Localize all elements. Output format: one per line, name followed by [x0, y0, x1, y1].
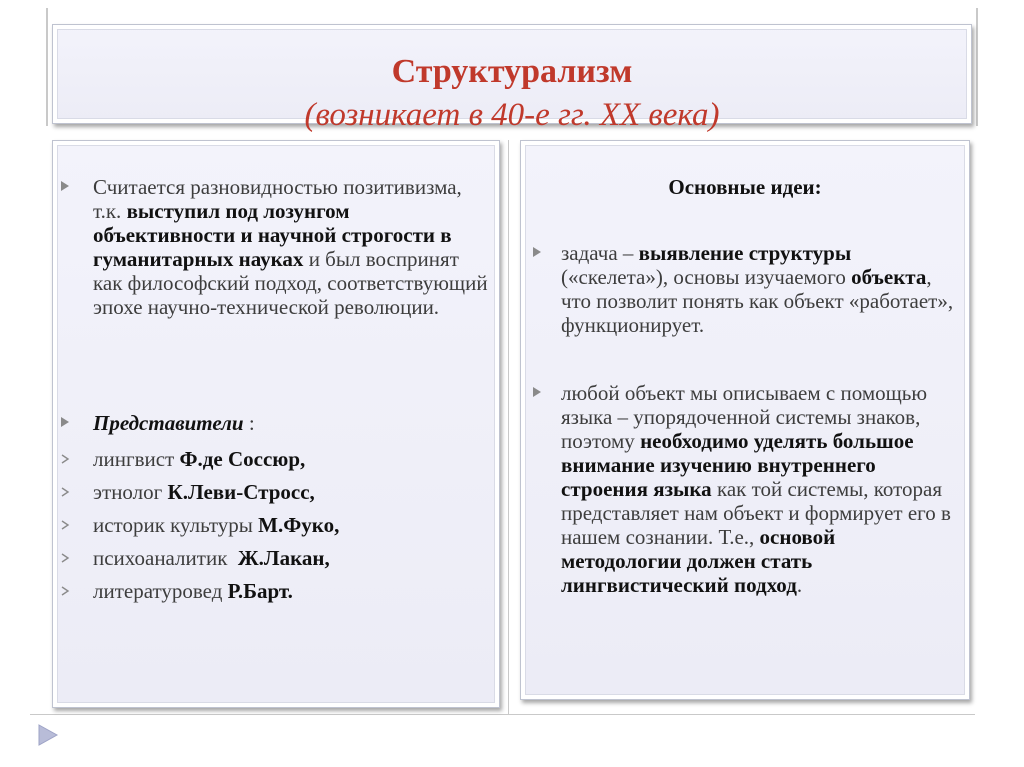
- representative-item: литературовед Р.Барт.: [93, 579, 293, 603]
- representative-item: психоаналитик Ж.Лакан,: [93, 546, 330, 570]
- play-triangle-icon: [37, 724, 59, 746]
- triangle-bullet-icon: [61, 181, 69, 191]
- frame-bottom-line: [30, 714, 975, 715]
- representative-item: этнолог К.Леви-Стросс,: [93, 480, 315, 504]
- chevron-bullet-icon: [61, 520, 70, 530]
- representative-item: лингвист Ф.де Соссюр,: [93, 447, 306, 471]
- left-panel: [52, 140, 500, 708]
- frame-right-line: [976, 8, 978, 126]
- chevron-bullet-icon: [61, 487, 70, 497]
- chevron-bullet-icon: [61, 586, 70, 596]
- chevron-bullet-icon: [61, 553, 70, 563]
- slide-title: Структурализм: [391, 53, 633, 90]
- representative-item: историк культуры М.Фуко,: [93, 513, 340, 537]
- chevron-bullet-icon: [61, 454, 70, 464]
- definition-paragraph: Считается разновидностью позитивизма, т.к. выступил под лозунгом объективности и научной строгости в гуманитарных науках и был воспринят как философский подход, соответствующий эпохе научно-технической революции.: [93, 175, 488, 319]
- frame-top-line: [46, 8, 48, 126]
- triangle-bullet-icon: [533, 247, 541, 257]
- idea-paragraph-2: любой объект мы описываем с помощью языка – упорядоченной системы знаков, поэтому необходимо уделять большое внимание изучению внутреннего строения языка как той системы, которая представляет нам объект и формирует его в нашем сознании. Т.е., основой методологии должен стать лингвистический подход.: [561, 381, 951, 597]
- idea-paragraph-1: задача – выявление структуры («скелета»), основы изучаемого объекта, что позволит понять как объект «работает», функционирует.: [561, 241, 954, 337]
- representatives-heading: Представители :: [93, 411, 255, 435]
- title-panel: [52, 24, 972, 133]
- main-ideas-heading: Основные идеи:: [668, 175, 822, 199]
- slide-subtitle: (возникает в 40-е гг. XX века): [304, 97, 720, 133]
- frame-column-divider: [508, 140, 509, 714]
- triangle-bullet-icon: [61, 417, 69, 427]
- right-panel: [520, 140, 970, 700]
- triangle-bullet-icon: [533, 387, 541, 397]
